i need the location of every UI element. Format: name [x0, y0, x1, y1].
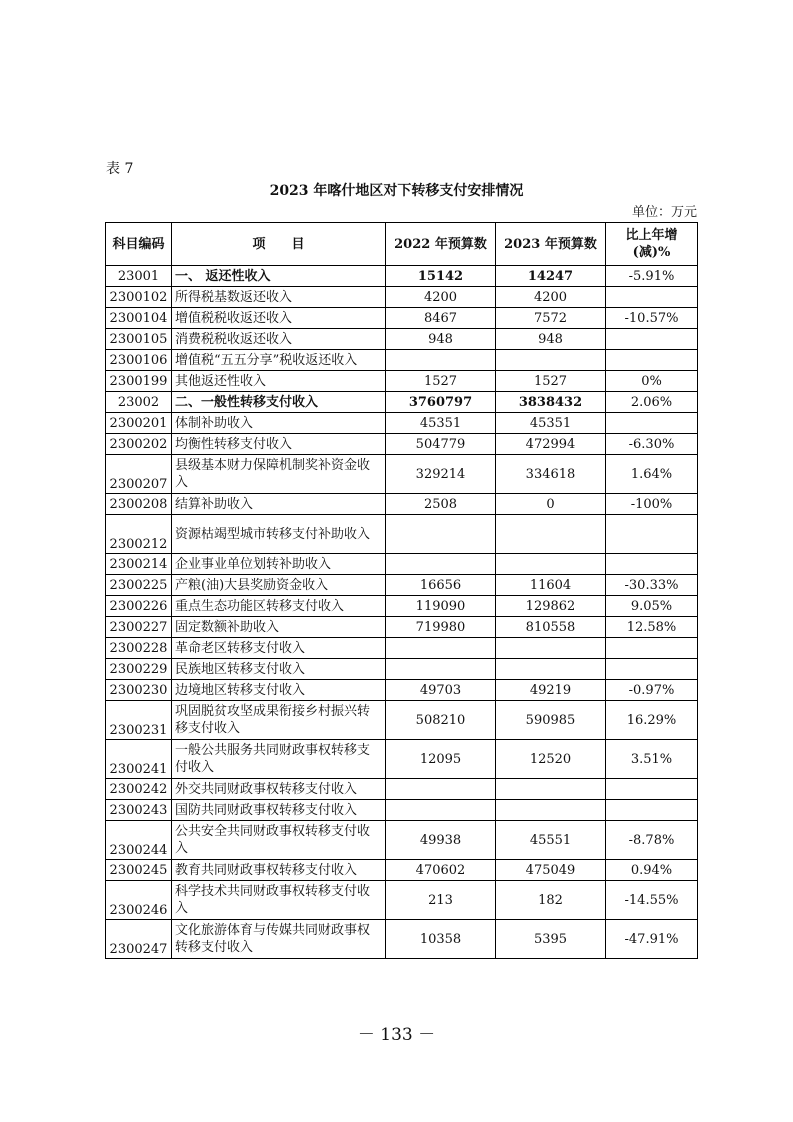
row-code: 2300231	[106, 701, 172, 740]
row-code: 2300247	[106, 920, 172, 959]
table-header-row	[106, 223, 698, 266]
table-row	[106, 680, 698, 701]
row-change-percent	[606, 800, 698, 821]
row-item: 公共安全共同财政事权转移支付收入	[172, 821, 386, 860]
row-budget-2023: 5395	[496, 920, 606, 959]
row-item: 消费税税收返还收入	[172, 329, 386, 350]
row-budget-2023	[496, 554, 606, 575]
row-change-percent: -47.91%	[606, 920, 698, 959]
row-budget-2022	[386, 800, 496, 821]
table-row	[106, 779, 698, 800]
row-budget-2022: 504779	[386, 434, 496, 455]
row-budget-2023: 45551	[496, 821, 606, 860]
row-budget-2022	[386, 554, 496, 575]
row-budget-2022	[386, 638, 496, 659]
row-budget-2022: 15142	[386, 266, 496, 287]
header-budget-2022: 2022 年预算数	[386, 223, 496, 266]
row-item: 企业事业单位划转补助收入	[172, 554, 386, 575]
row-budget-2023: 45351	[496, 413, 606, 434]
table-row	[106, 920, 698, 959]
row-change-percent	[606, 515, 698, 554]
row-budget-2023: 12520	[496, 740, 606, 779]
table-body	[106, 266, 698, 959]
row-change-percent: 3.51%	[606, 740, 698, 779]
row-budget-2022: 49703	[386, 680, 496, 701]
row-budget-2023	[496, 638, 606, 659]
row-code: 2300243	[106, 800, 172, 821]
table-row	[106, 740, 698, 779]
row-change-percent: -10.57%	[606, 308, 698, 329]
row-change-percent: -8.78%	[606, 821, 698, 860]
row-budget-2023: 3838432	[496, 392, 606, 413]
row-item: 所得税基数返还收入	[172, 287, 386, 308]
row-change-percent: 2.06%	[606, 392, 698, 413]
row-change-percent: 1.64%	[606, 455, 698, 494]
row-item: 二、一般性转移支付收入	[172, 392, 386, 413]
table-row	[106, 308, 698, 329]
table-row	[106, 701, 698, 740]
row-item: 增值税“五五分享”税收返还收入	[172, 350, 386, 371]
page-title: 2023 年喀什地区对下转移支付安排情况	[269, 183, 524, 199]
row-change-percent	[606, 659, 698, 680]
row-change-percent: 0.94%	[606, 860, 698, 881]
row-code: 2300102	[106, 287, 172, 308]
row-item: 体制补助收入	[172, 413, 386, 434]
table-row	[106, 515, 698, 554]
row-item: 科学技术共同财政事权转移支付收入	[172, 881, 386, 920]
row-item: 均衡性转移支付收入	[172, 434, 386, 455]
header-budget-2023: 2023 年预算数	[496, 223, 606, 266]
row-code: 2300225	[106, 575, 172, 596]
row-change-percent: -0.97%	[606, 680, 698, 701]
row-item: 文化旅游体育与传媒共同财政事权转移支付收入	[172, 920, 386, 959]
row-budget-2023	[496, 659, 606, 680]
row-code: 2300245	[106, 860, 172, 881]
table-row	[106, 494, 698, 515]
table-row	[106, 434, 698, 455]
row-budget-2022: 8467	[386, 308, 496, 329]
row-code: 2300246	[106, 881, 172, 920]
row-item: 革命老区转移支付收入	[172, 638, 386, 659]
row-budget-2022: 948	[386, 329, 496, 350]
row-budget-2023: 475049	[496, 860, 606, 881]
row-item: 资源枯竭型城市转移支付补助收入	[172, 515, 386, 554]
row-code: 2300201	[106, 413, 172, 434]
row-code: 23001	[106, 266, 172, 287]
row-change-percent: -14.55%	[606, 881, 698, 920]
table-row	[106, 638, 698, 659]
row-budget-2023: 948	[496, 329, 606, 350]
table-row	[106, 800, 698, 821]
table-row	[106, 881, 698, 920]
row-change-percent: 16.29%	[606, 701, 698, 740]
row-budget-2023: 334618	[496, 455, 606, 494]
table-row	[106, 413, 698, 434]
transfer-payment-table	[105, 222, 698, 959]
row-change-percent	[606, 350, 698, 371]
row-budget-2022: 49938	[386, 821, 496, 860]
row-code: 23002	[106, 392, 172, 413]
row-code: 2300212	[106, 515, 172, 554]
row-budget-2022: 213	[386, 881, 496, 920]
row-change-percent	[606, 329, 698, 350]
row-change-percent: -30.33%	[606, 575, 698, 596]
row-change-percent	[606, 287, 698, 308]
row-budget-2022: 2508	[386, 494, 496, 515]
row-code: 2300199	[106, 371, 172, 392]
row-item: 国防共同财政事权转移支付收入	[172, 800, 386, 821]
table-row	[106, 266, 698, 287]
row-budget-2022: 470602	[386, 860, 496, 881]
row-budget-2023: 11604	[496, 575, 606, 596]
row-code: 2300104	[106, 308, 172, 329]
row-code: 2300106	[106, 350, 172, 371]
table-row	[106, 455, 698, 494]
row-budget-2023: 472994	[496, 434, 606, 455]
row-budget-2023: 14247	[496, 266, 606, 287]
row-budget-2023: 129862	[496, 596, 606, 617]
row-item: 固定数额补助收入	[172, 617, 386, 638]
row-budget-2022	[386, 779, 496, 800]
row-change-percent: -6.30%	[606, 434, 698, 455]
row-budget-2022: 719980	[386, 617, 496, 638]
row-item: 边境地区转移支付收入	[172, 680, 386, 701]
row-budget-2022: 329214	[386, 455, 496, 494]
row-item: 民族地区转移支付收入	[172, 659, 386, 680]
table-row	[106, 392, 698, 413]
row-budget-2023: 7572	[496, 308, 606, 329]
row-change-percent: 9.05%	[606, 596, 698, 617]
unit-label: 单位：万元	[631, 205, 697, 220]
row-change-percent	[606, 554, 698, 575]
row-code: 2300207	[106, 455, 172, 494]
row-budget-2022	[386, 659, 496, 680]
row-budget-2022	[386, 515, 496, 554]
row-budget-2023	[496, 515, 606, 554]
row-change-percent: 12.58%	[606, 617, 698, 638]
row-change-percent	[606, 413, 698, 434]
row-budget-2023	[496, 350, 606, 371]
row-budget-2022: 12095	[386, 740, 496, 779]
row-item: 外交共同财政事权转移支付收入	[172, 779, 386, 800]
row-change-percent: 0%	[606, 371, 698, 392]
row-code: 2300230	[106, 680, 172, 701]
row-item: 教育共同财政事权转移支付收入	[172, 860, 386, 881]
header-code: 科目编码	[106, 223, 172, 266]
row-item: 重点生态功能区转移支付收入	[172, 596, 386, 617]
row-code: 2300228	[106, 638, 172, 659]
row-budget-2022: 10358	[386, 920, 496, 959]
table-row	[106, 554, 698, 575]
row-item: 巩固脱贫攻坚成果衔接乡村振兴转移支付收入	[172, 701, 386, 740]
header-change-percent: 比上年增(减)%	[606, 223, 698, 266]
row-budget-2022: 16656	[386, 575, 496, 596]
row-item: 结算补助收入	[172, 494, 386, 515]
row-code: 2300105	[106, 329, 172, 350]
table-row	[106, 659, 698, 680]
row-item: 其他返还性收入	[172, 371, 386, 392]
table-row	[106, 329, 698, 350]
row-budget-2023: 590985	[496, 701, 606, 740]
table-row	[106, 860, 698, 881]
row-code: 2300208	[106, 494, 172, 515]
row-code: 2300242	[106, 779, 172, 800]
row-change-percent	[606, 779, 698, 800]
row-code: 2300229	[106, 659, 172, 680]
row-budget-2023: 182	[496, 881, 606, 920]
row-item: 一般公共服务共同财政事权转移支付收入	[172, 740, 386, 779]
row-change-percent: -100%	[606, 494, 698, 515]
row-budget-2022: 45351	[386, 413, 496, 434]
row-item: 县级基本财力保障机制奖补资金收入	[172, 455, 386, 494]
row-budget-2022: 1527	[386, 371, 496, 392]
row-code: 2300214	[106, 554, 172, 575]
header-item: 项 目	[172, 223, 386, 266]
row-change-percent	[606, 638, 698, 659]
row-budget-2023: 49219	[496, 680, 606, 701]
row-budget-2023: 0	[496, 494, 606, 515]
table-row	[106, 287, 698, 308]
row-item: 增值税税收返还收入	[172, 308, 386, 329]
table-row	[106, 575, 698, 596]
table-row	[106, 821, 698, 860]
row-budget-2023	[496, 779, 606, 800]
page-number: － 133 －	[357, 1025, 436, 1045]
row-budget-2023	[496, 800, 606, 821]
row-code: 2300244	[106, 821, 172, 860]
row-code: 2300227	[106, 617, 172, 638]
row-budget-2022	[386, 350, 496, 371]
row-budget-2022: 119090	[386, 596, 496, 617]
row-budget-2022: 3760797	[386, 392, 496, 413]
table-row	[106, 596, 698, 617]
row-change-percent: -5.91%	[606, 266, 698, 287]
table-row	[106, 617, 698, 638]
table-row	[106, 350, 698, 371]
row-budget-2023: 1527	[496, 371, 606, 392]
row-budget-2023: 810558	[496, 617, 606, 638]
row-budget-2022: 508210	[386, 701, 496, 740]
table-label: 表 7	[106, 161, 134, 177]
table-row	[106, 371, 698, 392]
row-budget-2022: 4200	[386, 287, 496, 308]
row-code: 2300202	[106, 434, 172, 455]
row-budget-2023: 4200	[496, 287, 606, 308]
row-item: 产粮(油)大县奖励资金收入	[172, 575, 386, 596]
row-item: 一、 返还性收入	[172, 266, 386, 287]
row-code: 2300226	[106, 596, 172, 617]
row-code: 2300241	[106, 740, 172, 779]
